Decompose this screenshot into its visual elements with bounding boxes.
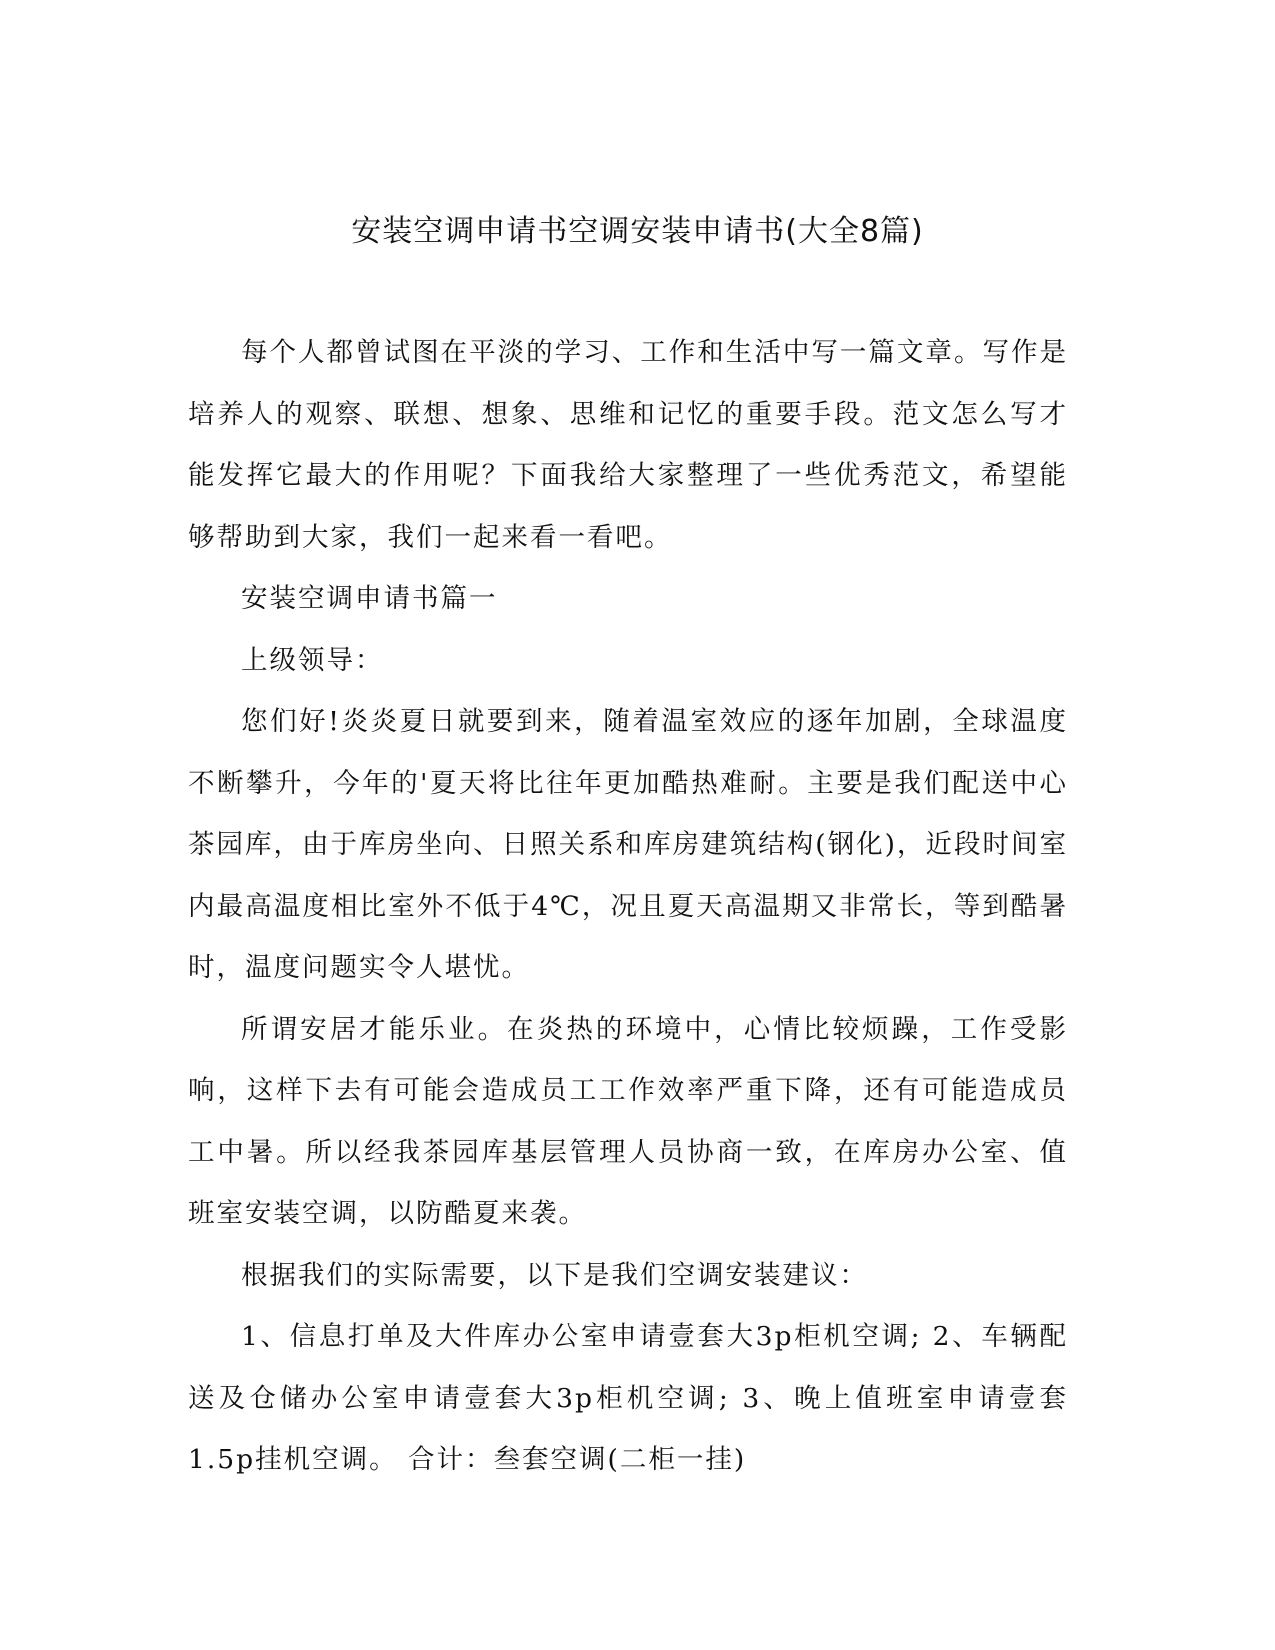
paragraph-background: 您们好!炎炎夏日就要到来，随着温室效应的逐年加剧，全球温度不断攀升，今年的'夏天将比往年更加酷热难耐。主要是我们配送中心茶园库，由于库房坐向、日照关系和库房建筑结构(钢化)，近段时间室内最高温度相比室外不低于4℃，况且夏天高温期又非常长，等到酷暑时，温度问题实令人堪忧。: [188, 706, 1068, 983]
paragraph-intro: 每个人都曾试图在平淡的学习、工作和生活中写一篇文章。写作是培养人的观察、联想、想象、思维和记忆的重要手段。范文怎么写才能发挥它最大的作用呢？下面我给大家整理了一些优秀范文，希望能够帮助到大家，我们一起来看一看吧。: [188, 337, 1068, 553]
paragraph-proposal-intro: 根据我们的实际需要，以下是我们空调安装建议：: [241, 1259, 868, 1291]
document-body: [188, 322, 1068, 1491]
salutation: 上级领导：: [241, 644, 384, 676]
document-title: 安装空调申请书空调安装申请书(大全8篇): [351, 214, 924, 249]
section-heading: 安装空调申请书篇一: [241, 583, 498, 614]
paragraph-proposal-list: 1、信息打单及大件库办公室申请壹套大3p柜机空调; 2、车辆配送及仓储办公室申请壹套大3p柜机空调; 3、晚上值班室申请壹套1.5p挂机空调。 合计：叁套空调(二柜一挂): [188, 1321, 1068, 1475]
paragraph-reason: 所谓安居才能乐业。在炎热的环境中，心情比较烦躁，工作受影响，这样下去有可能会造成员工工作效率严重下降，还有可能造成员工中暑。所以经我茶园库基层管理人员协商一致，在库房办公室、值班室安装空调，以防酷夏来袭。: [188, 1013, 1068, 1229]
